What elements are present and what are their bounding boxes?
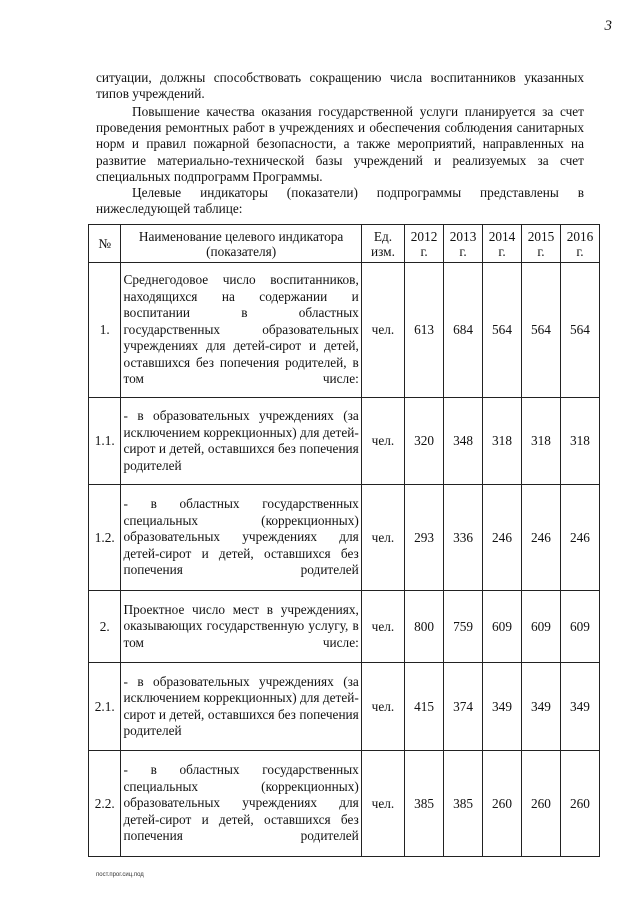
paragraph-intro: ситуации, должны способствовать сокращению числа воспитанников указанных типов учреждений. (96, 70, 584, 102)
row-unit: чел. (361, 485, 404, 591)
table-row (89, 663, 600, 751)
row-num: 1. (89, 263, 121, 398)
indicators-table (88, 224, 600, 857)
table-row (89, 263, 600, 398)
row-value: 374 (444, 663, 483, 751)
header-unit: Ед. изм. (361, 225, 404, 263)
page-number: 3 (604, 18, 612, 34)
row-name: Среднегодовое число воспитанников, находящихся на содержании и воспитании в областных государственных образовательных учреждениях для детей-сирот и детей, оставшихся без попечения родителей, в том числе: (121, 263, 361, 398)
row-value: 564 (522, 263, 561, 398)
row-name: - в областных государственных специальных (коррекционных) образовательных учреждениях для детей-сирот и детей, оставшихся без попечения родителей (121, 751, 361, 857)
header-year: 2015 г. (522, 225, 561, 263)
row-value: 800 (405, 591, 444, 663)
row-value: 349 (483, 663, 522, 751)
row-unit: чел. (361, 591, 404, 663)
row-num: 2. (89, 591, 121, 663)
table-row (89, 751, 600, 857)
row-value: 260 (483, 751, 522, 857)
table-row (89, 485, 600, 591)
header-year: 2013 г. (444, 225, 483, 263)
row-value: 246 (560, 485, 599, 591)
row-value: 246 (522, 485, 561, 591)
row-value: 609 (483, 591, 522, 663)
header-name: Наименование целевого индикатора (показателя) (121, 225, 361, 263)
row-value: 349 (560, 663, 599, 751)
row-value: 318 (483, 398, 522, 485)
row-name: Проектное число мест в учреждениях, оказывающих государственную услугу, в том числе: (121, 591, 361, 663)
row-value: 260 (522, 751, 561, 857)
table-row (89, 398, 600, 485)
header-num: № (89, 225, 121, 263)
row-name: - в образовательных учреждениях (за исключением коррекционных) для детей-сирот и детей, оставшихся без попечения родителей (121, 398, 361, 485)
header-year: 2014 г. (483, 225, 522, 263)
row-num: 1.2. (89, 485, 121, 591)
paragraph-quality: Повышение качества оказания государственной услуги планируется за счет проведения ремонтных работ в учреждениях и обеспечения соблюдения санитарных норм и правил пожарной безопасности, а также мероприятий, направленных на развитие материально-технической базы учреждений и реализуемых за счет специальных подпрограмм Программы. (96, 104, 584, 184)
row-value: 609 (522, 591, 561, 663)
row-value: 609 (560, 591, 599, 663)
header-year: 2016 г. (560, 225, 599, 263)
row-value: 385 (405, 751, 444, 857)
row-value: 246 (483, 485, 522, 591)
row-value: 415 (405, 663, 444, 751)
row-unit: чел. (361, 751, 404, 857)
row-value: 385 (444, 751, 483, 857)
row-name: - в областных государственных специальных (коррекционных) образовательных учреждениях для детей-сирот и детей, оставшихся без попечения родителей (121, 485, 361, 591)
row-value: 684 (444, 263, 483, 398)
row-unit: чел. (361, 663, 404, 751)
row-unit: чел. (361, 398, 404, 485)
row-value: 613 (405, 263, 444, 398)
row-value: 336 (444, 485, 483, 591)
row-num: 2.2. (89, 751, 121, 857)
footer-filename: пост.прог.сиц.под (96, 872, 144, 878)
row-value: 318 (522, 398, 561, 485)
row-value: 320 (405, 398, 444, 485)
header-year: 2012 г. (405, 225, 444, 263)
row-name: - в образовательных учреждениях (за исключением коррекционных) для детей-сирот и детей, оставшихся без попечения родителей (121, 663, 361, 751)
row-value: 318 (560, 398, 599, 485)
table-header-row (89, 225, 600, 263)
row-num: 2.1. (89, 663, 121, 751)
row-value: 564 (483, 263, 522, 398)
row-value: 759 (444, 591, 483, 663)
row-value: 293 (405, 485, 444, 591)
row-num: 1.1. (89, 398, 121, 485)
row-value: 349 (522, 663, 561, 751)
table-row (89, 591, 600, 663)
paragraph-table-intro: Целевые индикаторы (показатели) подпрограммы представлены в нижеследующей таблице: (96, 185, 584, 217)
row-unit: чел. (361, 263, 404, 398)
row-value: 348 (444, 398, 483, 485)
row-value: 564 (560, 263, 599, 398)
row-value: 260 (560, 751, 599, 857)
